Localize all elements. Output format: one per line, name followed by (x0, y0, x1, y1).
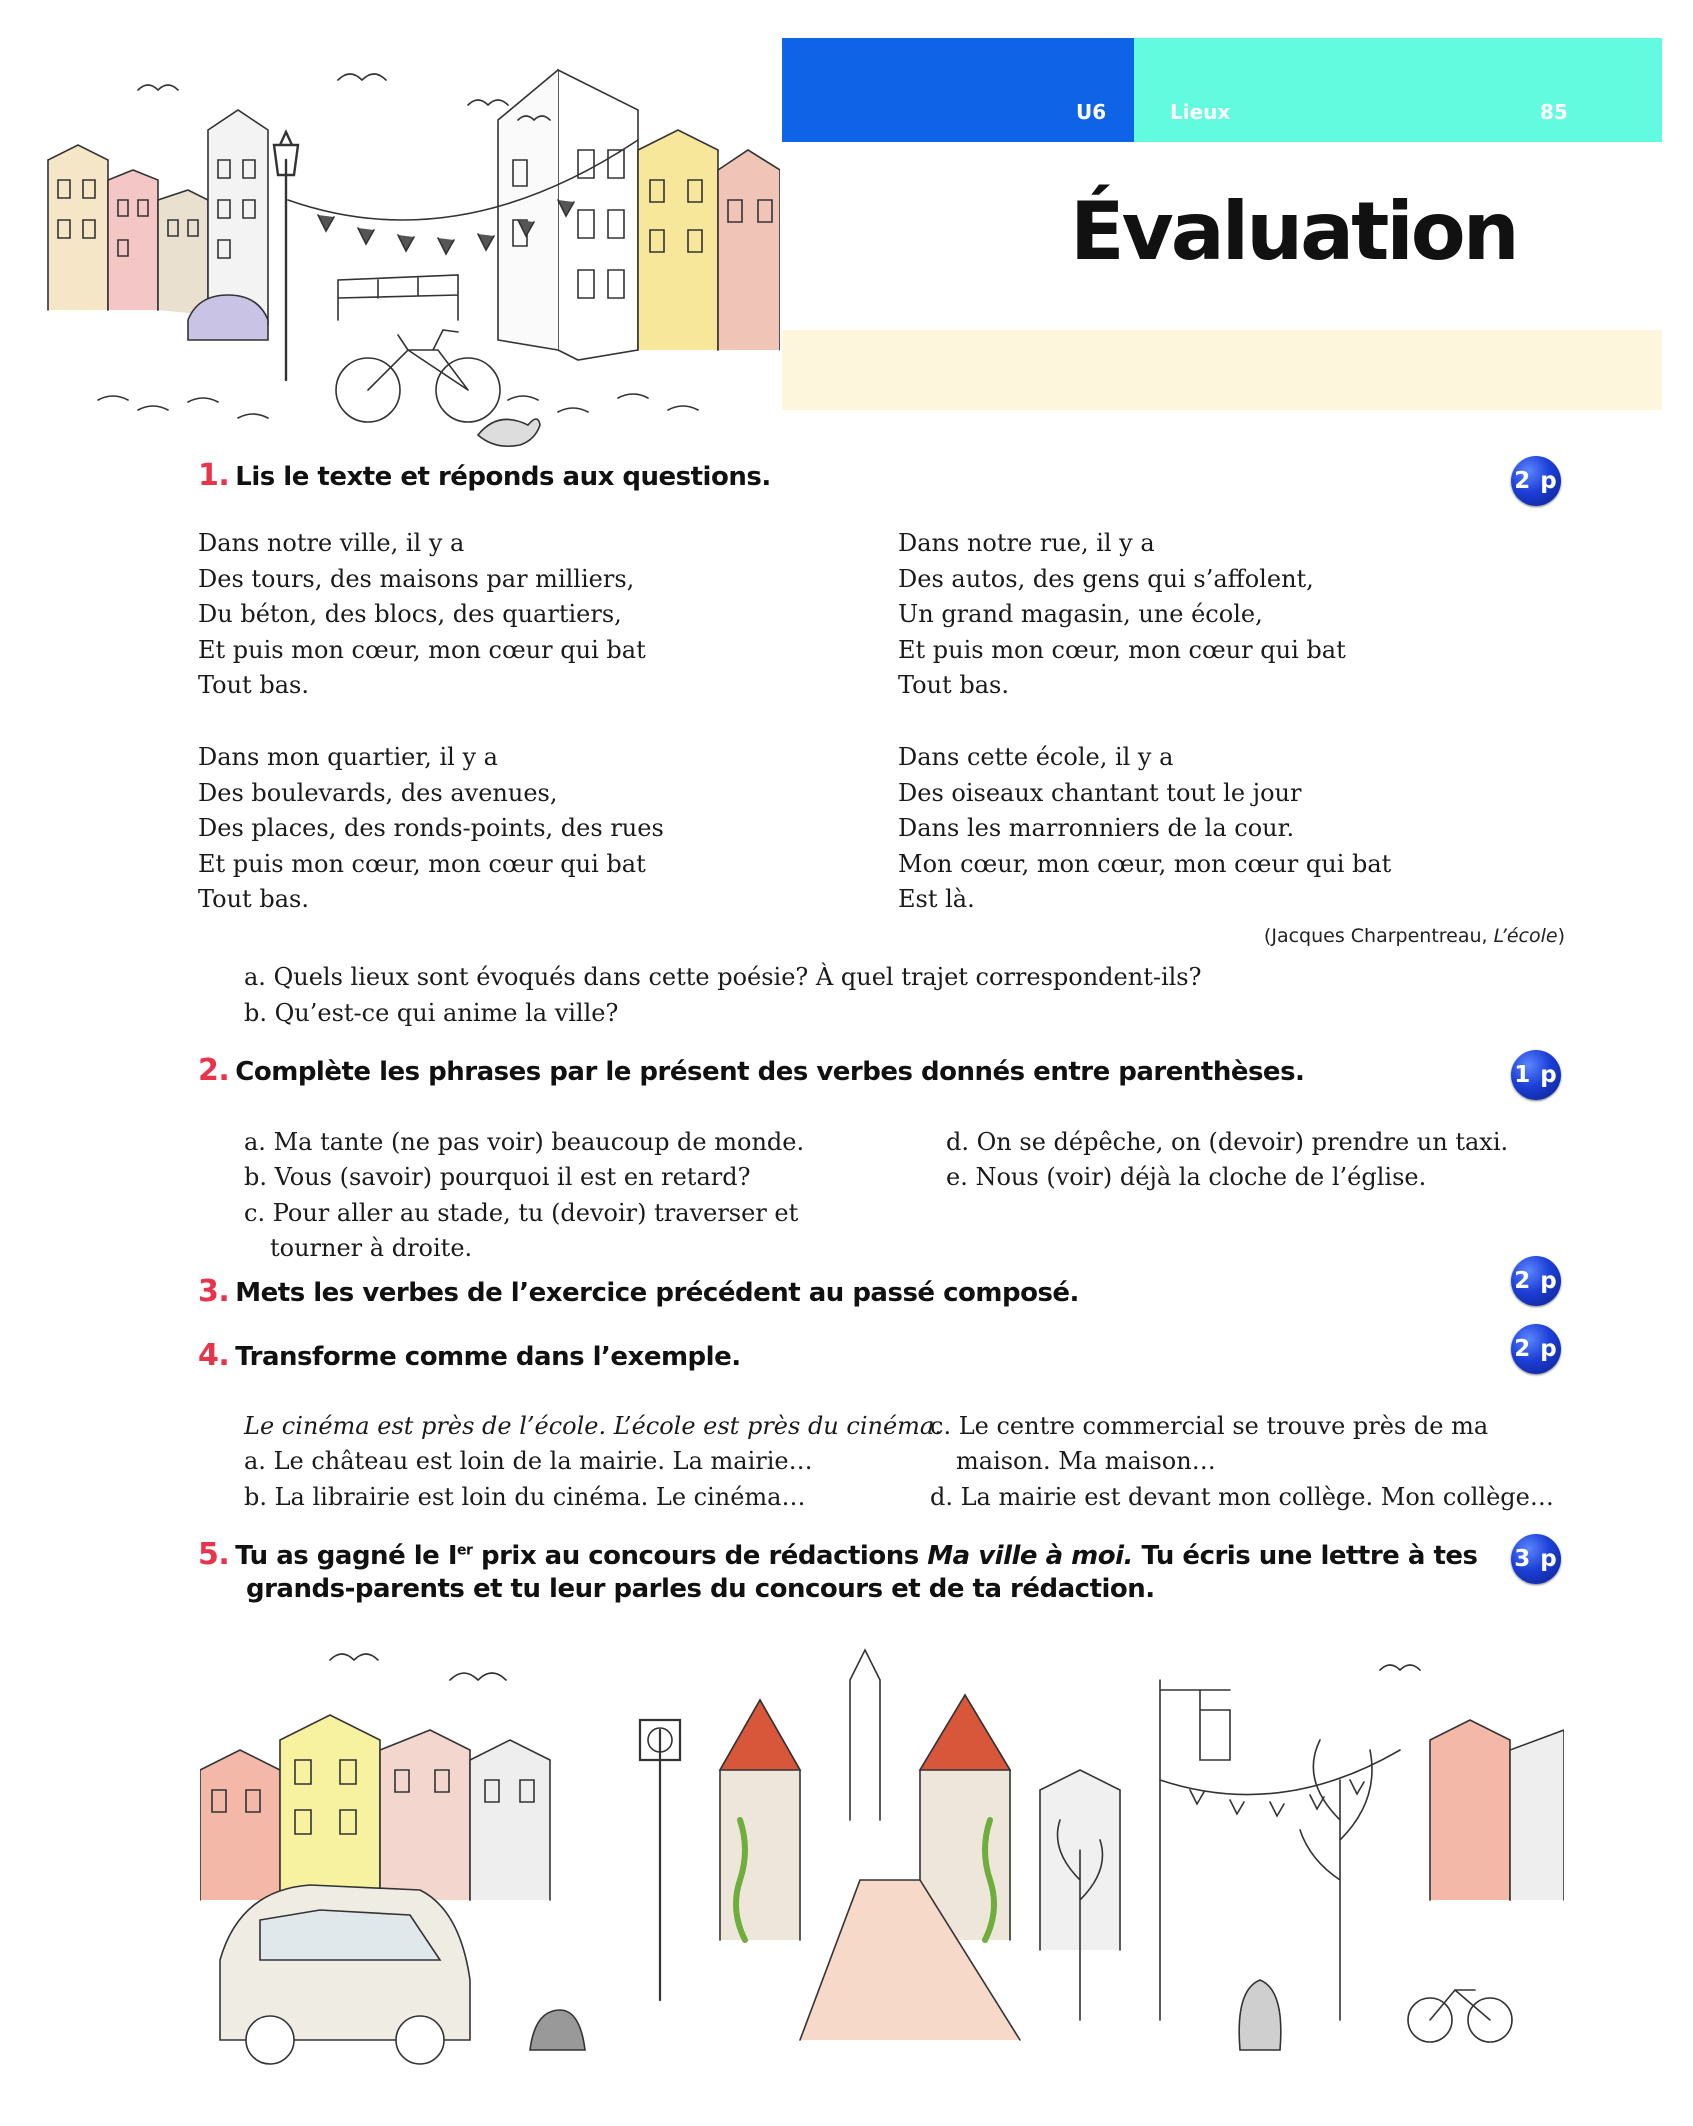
exercise-4-item-d: d. La mairie est devant mon collège. Mon collège… (930, 1483, 1554, 1511)
exercise-5-superscript: er (457, 1542, 473, 1559)
poem-source-end: ) (1557, 925, 1565, 947)
poem-stanza-4: Dans cette école, il y a Des oiseaux chantant tout le jour Dans les marronniers de la cour. Mon cœur, mon cœur, mon cœur qui bat Est là. (898, 743, 1392, 914)
exercise-2-item-e: e. Nous (voir) déjà la cloche de l’église. (946, 1163, 1427, 1191)
question-a: a. Quels lieux sont évoqués dans cette poésie? À quel trajet correspondent-ils? (244, 963, 1202, 991)
exercise-3-points-badge: 2 p (1511, 1256, 1561, 1306)
header-section-band (1134, 38, 1662, 142)
exercise-1-points-badge: 2 p (1511, 456, 1561, 506)
cream-band (782, 330, 1662, 410)
exercise-2-heading (198, 1053, 1304, 1088)
question-b: b. Qu’est-ce qui anime la ville? (244, 999, 619, 1027)
exercise-4-number: 4. (198, 1338, 230, 1373)
exercise-2-points-badge: 1 p (1511, 1050, 1561, 1100)
poem-stanza-2: Dans notre rue, il y a Des autos, des gens qui s’affolent, Un grand magasin, une école, Et puis mon cœur, mon cœur qui bat Tout bas. (898, 529, 1346, 700)
exercise-5-instruction-part1: Tu as gagné le I (235, 1541, 458, 1571)
exercise-2-item-a: a. Ma tante (ne pas voir) beaucoup de monde. (244, 1128, 805, 1156)
exercise-2-number: 2. (198, 1053, 230, 1088)
exercise-3-number: 3. (198, 1274, 230, 1309)
exercise-1-heading (198, 458, 771, 493)
unit-label: U6 (1076, 100, 1107, 124)
exercise-4-item-c: c. Le centre commercial se trouve près de ma (930, 1412, 1489, 1440)
exercise-4-example: Le cinéma est près de l’école. L’école est près du cinéma. (244, 1412, 942, 1440)
exercise-4-item-c-cont: maison. Ma maison… (956, 1447, 1216, 1475)
exercise-2-item-b: b. Vous (savoir) pourquoi il est en retard? (244, 1163, 751, 1191)
exercise-1-number: 1. (198, 458, 230, 493)
poem-source-author: (Jacques Charpentreau, (1263, 925, 1494, 947)
exercise-3-instruction: Mets les verbes de l’exercice précédent au passé composé. (235, 1278, 1079, 1308)
page-title: Évaluation (1070, 185, 1517, 278)
exercise-5-instruction-part3: Tu écris une lettre à tes (1132, 1541, 1478, 1571)
exercise-5-contest-title: Ma ville à moi. (927, 1541, 1133, 1571)
exercise-4-instruction: Transforme comme dans l’exemple. (235, 1342, 741, 1372)
exercise-2-item-d: d. On se dépêche, on (devoir) prendre un taxi. (946, 1128, 1509, 1156)
exercise-1-instruction: Lis le texte et réponds aux questions. (235, 462, 771, 492)
exercise-4-heading (198, 1338, 741, 1373)
poem-stanza-1: Dans notre ville, il y a Des tours, des maisons par milliers, Du béton, des blocs, des quartiers, Et puis mon cœur, mon cœur qui bat Tout bas. (198, 529, 646, 700)
exercise-2-item-c-cont: tourner à droite. (270, 1234, 473, 1262)
exercise-5-number: 5. (198, 1537, 230, 1572)
exercise-4-item-b: b. La librairie est loin du cinéma. Le cinéma… (244, 1483, 806, 1511)
poem-source-title: L’école (1493, 925, 1558, 947)
poem-source (1264, 925, 1565, 947)
town-sketch-bottom (200, 1620, 1564, 2070)
exercise-4-item-a: a. Le château est loin de la mairie. La mairie… (244, 1447, 813, 1475)
exercise-5-points-badge: 3 p (1511, 1534, 1561, 1584)
street-sketch-top (38, 50, 780, 450)
header-unit-band (782, 38, 1134, 142)
exercise-3-heading (198, 1274, 1079, 1309)
exercise-4-points-badge: 2 p (1511, 1324, 1561, 1374)
exercise-5-instruction-line2: grands-parents et tu leur parles du concours et de ta rédaction. (246, 1574, 1155, 1604)
poem-stanza-3: Dans mon quartier, il y a Des boulevards, des avenues, Des places, des ronds-points, des rues Et puis mon cœur, mon cœur qui bat Tout bas. (198, 743, 664, 914)
exercise-2-instruction: Complète les phrases par le présent des verbes donnés entre parenthèses. (235, 1057, 1305, 1087)
page-number: 85 (1540, 100, 1568, 124)
exercise-2-item-c: c. Pour aller au stade, tu (devoir) traverser et (244, 1199, 799, 1227)
section-label: Lieux (1170, 100, 1231, 124)
exercise-5-heading (198, 1537, 1478, 1572)
exercise-5-instruction-part2: prix au concours de rédactions (472, 1541, 928, 1571)
